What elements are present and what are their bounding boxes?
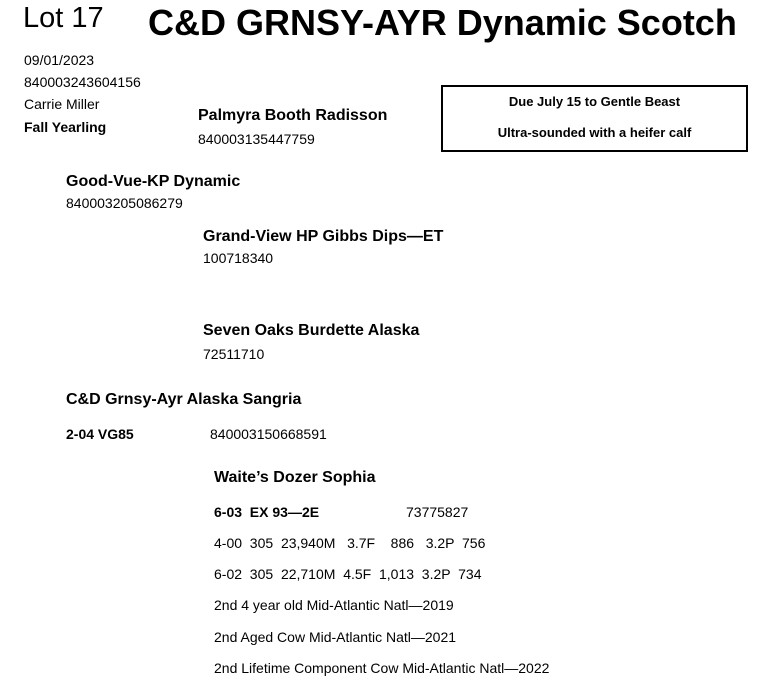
sire-sire-id: 840003135447759 [198, 131, 315, 147]
sire-id: 840003205086279 [66, 195, 183, 211]
dam-id: 840003150668591 [210, 426, 327, 442]
production-record: 6-02 305 22,710M 4.5F 1,013 3.2P 734 [214, 566, 482, 582]
sire-sire-name: Palmyra Booth Radisson [198, 107, 388, 124]
award-line: 2nd 4 year old Mid-Atlantic Natl—2019 [214, 597, 454, 613]
owner-name: Carrie Miller [24, 96, 100, 112]
notice-line-due: Due July 15 to Gentle Beast [508, 94, 681, 109]
dam-classification: 2-04 VG85 [66, 426, 134, 442]
award-line: 2nd Lifetime Component Cow Mid-Atlantic Natl—2022 [214, 660, 550, 676]
production-record: 4-00 305 23,940M 3.7F 886 3.2P 756 [214, 535, 486, 551]
birth-date: 09/01/2023 [24, 52, 95, 68]
notice-box [441, 85, 748, 152]
lot-number: Lot 17 [23, 2, 104, 34]
sire-dam-name: Grand-View HP Gibbs Dips—ET [203, 228, 444, 245]
dam-sire-id: 72511710 [203, 346, 265, 362]
animal-class: Fall Yearling [24, 119, 107, 135]
notice-line-ultrasound: Ultra-sounded with a heifer calf [497, 125, 692, 140]
animal-id: 840003243604156 [24, 74, 141, 90]
dam-name: C&D Grnsy-Ayr Alaska Sangria [66, 391, 302, 408]
sire-name: Good-Vue-KP Dynamic [66, 173, 241, 190]
dam-sire-name: Seven Oaks Burdette Alaska [203, 322, 420, 339]
award-line: 2nd Aged Cow Mid-Atlantic Natl—2021 [214, 629, 457, 645]
sire-dam-id: 100718340 [203, 250, 274, 266]
dam-dam-name: Waite’s Dozer Sophia [214, 469, 376, 486]
animal-title: C&D GRNSY-AYR Dynamic Scotch [148, 2, 737, 43]
dam-dam-id: 73775827 [406, 504, 469, 520]
dam-dam-classification: 6-03 EX 93—2E [214, 504, 320, 520]
